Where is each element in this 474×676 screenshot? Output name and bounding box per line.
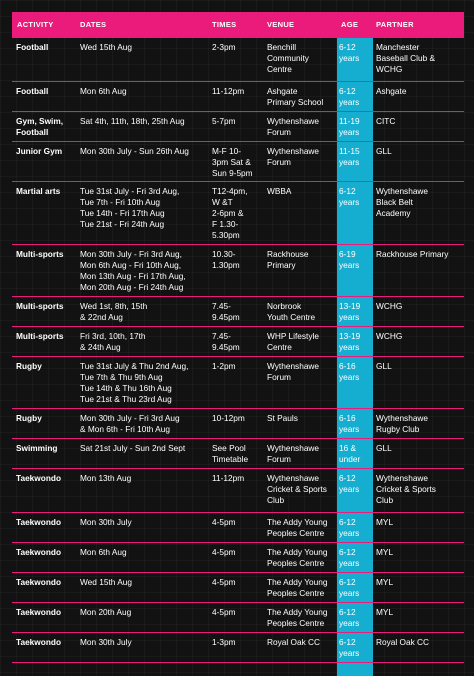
cell-venue: Wythenshawe Cricket & Sports Club	[267, 473, 327, 505]
cell-activity: Multi-sports	[16, 249, 64, 259]
cell-times: 2-3pm	[212, 42, 236, 52]
cell-age: 6-12 years	[339, 86, 360, 107]
cell-dates: Mon 30th July - Fri 3rd Aug, Mon 6th Aug - Fri 10th Aug, Mon 13th Aug - Fri 17th Aug, Mon 20th Aug - Fri 24th Aug	[80, 249, 186, 292]
cell-dates: Sat 4th, 11th, 18th, 25th Aug	[80, 116, 185, 126]
cell-age: 13-19 years	[339, 301, 361, 322]
cell-dates: Mon 6th Aug	[80, 547, 127, 557]
cell-dates: Wed 15th Aug	[80, 42, 132, 52]
table-row	[12, 357, 464, 409]
cell-activity: Martial arts	[16, 186, 61, 196]
cell-activity: Taekwondo	[16, 607, 62, 617]
cell-partner: Wythenshawe Black Belt Academy	[376, 186, 429, 218]
cell-partner: GLL	[376, 146, 392, 156]
cell-venue: Wythenshawe Forum	[267, 116, 320, 137]
table-row	[12, 142, 464, 182]
cell-times: 7.45- 9.45pm	[212, 331, 240, 352]
cell-times: 1-3pm	[212, 637, 236, 647]
cell-dates: Fri 3rd, 10th, 17th & 24th Aug	[80, 331, 146, 352]
cell-activity: Taekwondo	[16, 517, 62, 527]
cell-dates: Wed 15th Aug	[80, 577, 132, 587]
cell-age: 11-15 years	[339, 146, 360, 167]
cell-times: 1-2pm	[212, 361, 236, 371]
cell-venue: WBBA	[267, 186, 292, 196]
cell-age: 6-12 years	[339, 547, 360, 568]
cell-activity: Multi-sports	[16, 331, 64, 341]
cell-age: 6-19 years	[339, 249, 360, 270]
cell-activity: Gym, Swim, Football	[16, 116, 64, 137]
cell-venue: The Addy Young Peoples Centre	[267, 577, 328, 598]
cell-times: 4-5pm	[212, 517, 236, 527]
cell-partner: GLL	[376, 361, 392, 371]
table-row	[12, 603, 464, 633]
table-row	[12, 245, 464, 297]
cell-times: 4-5pm	[212, 607, 236, 617]
cell-age: 6-12 years	[339, 517, 360, 538]
cell-activity: Football	[16, 42, 49, 52]
table-header	[12, 12, 464, 38]
cell-age: 13-19 years	[339, 331, 361, 352]
cell-activity: Junior Gym	[16, 146, 63, 156]
table-row	[12, 469, 464, 513]
cell-dates: Mon 6th Aug	[80, 86, 127, 96]
cell-dates: Mon 30th July	[80, 517, 132, 527]
cell-times: T12-4pm, W &T 2-6pm & F 1.30- 5.30pm	[212, 186, 248, 240]
cell-venue: The Addy Young Peoples Centre	[267, 547, 328, 568]
cell-age: 6-12 years	[339, 473, 360, 494]
cell-dates: Wed 1st, 8th, 15th & 22nd Aug	[80, 301, 148, 322]
cell-partner: Rackhouse Primary	[376, 249, 449, 259]
table-row	[12, 297, 464, 327]
cell-age: 6-12 years	[339, 607, 360, 628]
cell-age: 11-19 years	[339, 116, 360, 137]
cell-age: 6-12 years	[339, 186, 360, 207]
cell-venue: The Addy Young Peoples Centre	[267, 607, 328, 628]
table-row	[12, 633, 464, 663]
table-row	[12, 573, 464, 603]
cell-partner: Wythenshawe Rugby Club	[376, 413, 429, 434]
cell-times: 4-5pm	[212, 577, 236, 587]
cell-partner: WCHG	[376, 301, 403, 311]
header-venue: VENUE	[267, 20, 295, 29]
header-times: TIMES	[212, 20, 237, 29]
cell-partner: Manchester Baseball Club & WCHG	[376, 42, 436, 74]
cell-activity: Rugby	[16, 361, 42, 371]
cell-venue: Royal Oak CC	[267, 637, 321, 647]
cell-dates: Mon 30th July - Sun 26th Aug	[80, 146, 189, 156]
cell-dates: Mon 20th Aug	[80, 607, 132, 617]
table-body	[12, 38, 464, 663]
cell-dates: Tue 31st July - Fri 3rd Aug, Tue 7th - Fri 10th Aug Tue 14th - Fri 17th Aug Tue 21st - Fri 24th Aug	[80, 186, 180, 229]
cell-times: 10-12pm	[212, 413, 245, 423]
cell-dates: Mon 30th July	[80, 637, 132, 647]
cell-venue: The Addy Young Peoples Centre	[267, 517, 328, 538]
cell-partner: Royal Oak CC	[376, 637, 430, 647]
table-row	[12, 112, 464, 142]
header-age: AGE	[341, 20, 359, 29]
cell-partner: GLL	[376, 443, 392, 453]
header-partner: PARTNER	[376, 20, 414, 29]
cell-activity: Rugby	[16, 413, 42, 423]
cell-partner: Ashgate	[376, 86, 407, 96]
cell-age: 6-12 years	[339, 637, 360, 658]
cell-venue: Norbrook Youth Centre	[267, 301, 316, 322]
cell-venue: Wythenshawe Forum	[267, 443, 320, 464]
cell-times: 11-12pm	[212, 86, 245, 96]
table-row	[12, 409, 464, 439]
cell-times: M-F 10- 3pm Sat & Sun 9-5pm	[212, 146, 253, 178]
table-row	[12, 439, 464, 469]
header-dates: DATES	[80, 20, 107, 29]
cell-partner: WCHG	[376, 331, 403, 341]
table-row	[12, 513, 464, 543]
cell-partner: MYL	[376, 577, 394, 587]
cell-venue: Ashgate Primary School	[267, 86, 324, 107]
cell-times: 5-7pm	[212, 116, 236, 126]
cell-venue: Rackhouse Primary	[267, 249, 309, 270]
cell-partner: MYL	[376, 607, 394, 617]
cell-venue: WHP Lifestyle Centre	[267, 331, 319, 352]
table-row	[12, 543, 464, 573]
cell-venue: Wythenshawe Forum	[267, 146, 320, 167]
cell-dates: Mon 13th Aug	[80, 473, 132, 483]
table-row	[12, 327, 464, 357]
table-row	[12, 38, 464, 82]
cell-age: 6-16 years	[339, 361, 360, 382]
cell-partner: Wythenshawe Cricket & Sports Club	[376, 473, 436, 505]
cell-age: 16 & under	[339, 443, 361, 464]
cell-dates: Tue 31st July & Thu 2nd Aug, Tue 7th & Thu 9th Aug Tue 14th & Thu 16th Aug Tue 21st & Thu 23rd Aug	[80, 361, 189, 404]
cell-times: 7.45- 9.45pm	[212, 301, 240, 322]
cell-partner: CITC	[376, 116, 396, 126]
cell-dates: Mon 30th July - Fri 3rd Aug & Mon 6th - Fri 10th Aug	[80, 413, 180, 434]
header-activity: ACTIVITY	[17, 20, 54, 29]
table-row	[12, 182, 464, 245]
cell-age: 6-12 years	[339, 577, 360, 598]
cell-activity: Taekwondo	[16, 637, 62, 647]
cell-times: 11-12pm	[212, 473, 245, 483]
cell-age: 6-16 years	[339, 413, 360, 434]
cell-times: See Pool Timetable	[212, 443, 249, 464]
cell-activity: Swimming	[16, 443, 58, 453]
cell-partner: MYL	[376, 517, 394, 527]
activities-table	[12, 12, 464, 663]
cell-dates: Sat 21st July - Sun 2nd Sept	[80, 443, 186, 453]
cell-partner: MYL	[376, 547, 394, 557]
cell-venue: Wythenshawe Forum	[267, 361, 320, 382]
cell-age: 6-12 years	[339, 42, 360, 63]
cell-activity: Taekwondo	[16, 473, 62, 483]
cell-venue: Benchill Community Centre	[267, 42, 309, 74]
cell-activity: Taekwondo	[16, 577, 62, 587]
cell-activity: Multi-sports	[16, 301, 64, 311]
cell-times: 4-5pm	[212, 547, 236, 557]
cell-activity: Taekwondo	[16, 547, 62, 557]
cell-times: 10.30- 1.30pm	[212, 249, 240, 270]
cell-activity: Football	[16, 86, 49, 96]
table-row	[12, 82, 464, 112]
cell-venue: St Pauls	[267, 413, 298, 423]
